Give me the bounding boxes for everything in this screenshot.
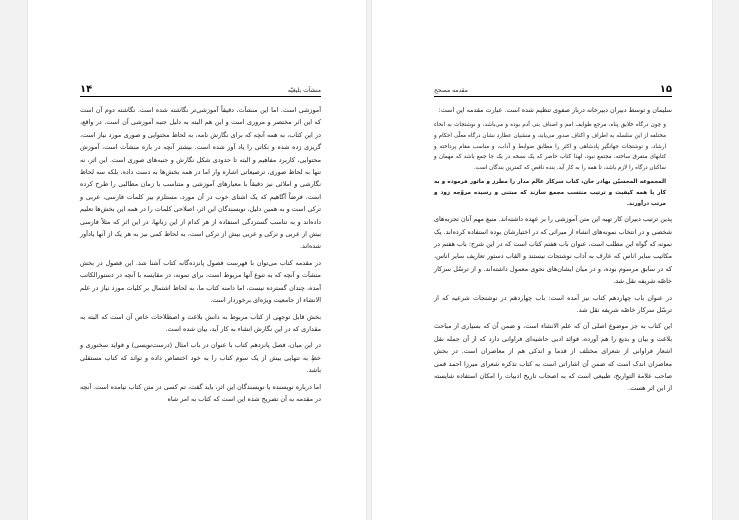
right-running-title: مقدمه مصحح <box>434 87 468 94</box>
right-page-body <box>434 104 672 399</box>
left-page-number: ۱۴ <box>80 84 93 95</box>
left-paragraph: در مقدمه کتاب می‌توان با فهرست فصول پانزده‌گانه کتاب آشنا شد. این فصول در بخش منشآت و آنچه که به تنوع آنها مربوط است، برای نمونه، در مقایسه با آنچه در دستورالکاتب آمده، چندان گسترده نیست، اما دامنه کتاب ما، به لحاظ اشتمال بر کلیات مورد نیاز در علم الانشاء از جامعیت ویژه‌ای برخوردار است. <box>80 258 321 305</box>
quotation-block: و چون درگاه خلایق پناه، مرجع طوایف امم و اصناف بنی آدم بوده و می‌باشد، و نوشتجات به انحاء مختلفه از این سلسله به اطراف و اکناف صدور می‌یابد، و منشیان عطاردِ نشان درگاه معلّی احکام و ارشاد، و نوشتجات جهانگیرِ پادشاهی و اکثر را مطابق ضوابط و آداب، و مناسب مقام پرداخته و کتابهای متفرق ساخته، مجتمع نبود، لهذا کتاب حاضر که یک نسخه در یک جا جمع باشد که مهمان و ساکنان درگاه را لازم باشد، تا همه را به کار آید. بنده ناقص که کمترین بندگان است. <box>434 122 666 171</box>
left-paragraph: در این میان، فصل پانزدهم کتاب با عنوان در باب امثال (درست‌نویسی) و فواید سخنوری و خطِ به تنهایی بیش از یک سوم کتاب را به خود اختصاص داده و تواند که کتاب مستقلی باشد. <box>80 341 321 375</box>
left-page-header <box>80 82 321 97</box>
left-paragraph: اما درباره نویسنده یا نویسندگان این اثر، باید گفت، تم کسی در متن کتاب نیامده است. آنچه در مقدمه به آن تصریح شده این است که کتاب به امر شاه <box>80 382 321 403</box>
right-page <box>372 0 712 520</box>
left-page-body <box>80 104 321 409</box>
right-paragraph: سلیمان و توسط دبیران دبیرخانه دربار صفوی تنظیم شده است. عبارت مقدمه این است: <box>438 106 672 114</box>
right-paragraph: در عنوان باب چهاردهم کتاب نیز آمده است: باب چهاردهم در نوشتجات شرعیه که از ترسّل سرکار خاصّه شریفه نقل شد. <box>434 293 672 314</box>
right-page-header <box>434 82 672 97</box>
left-running-title: منشآت بلیغیّه <box>287 87 321 94</box>
right-paragraph: این کتاب به جز موضوع اصلی آن که علم الانشاء است، و ضمن آن که بسیاری از مباحث بلاغت و بیان و بدیع را هم آورده، فوائد ادبی حاشیه‌ای فراوانی دارد که از آن جمله نقل اشعار فراوانی از شعرای مختلف از قدما و اندکی هم از معاصران است. در بخش معاصران اندک است که ضمن آن اشاراتی است به کتاب تذکره شعرای میرزا احمد قمی صاحب علامة التواریخ، طبیعی است که به اصحاب تاریخ ادبیات را امکان استفاده شایسته از این اثر هست. <box>434 322 672 393</box>
left-paragraph: آموزشی است. اما این منشآت، دقیقاً آموزشی‌تر نگاشته شده است. نگاشته دوم آن است که این اثر مختصر و مروری است و این هم البته به دلیل جنبه آموزشی آن است. در واقع، در این کتاب، به همه آنچه که برای نگارش نامه، به لحاظ محتوایی و صوری مورد نیاز است، گریزی زده شده و نکاتی را یاد آور شده است. بیشتر آنچه در باره منشآت است، آموزش محتوایی، کاربرد مفاهیم و البته تا حدودی شکل نگارش و جنبه‌های صوری است. این اثر، نه تنها به لحاظ صوری، ترصیعاتی اشاره وار اما در همه بخش‌ها به دست داده، بلکه سه لحاظ نگارشی و املائی نیز دقیقاً با معیارهای آموزشی و متناسب با زمان مطالبی را طرح کرده است. فرضاً آگاهیم که یک اشتای خوب در آن مورد، مستلزم بیر کلمات فارسی، عربی و ترکی است و به همین دلیل، نویسندگان این اثر، اصلاحی کلمات را در همه این بخش‌ها تعلیم داده‌اند و به تناسب گستردگی استفاده از هر کدام از این زبانها، در این اثر که مثلاً فارسی بیش از عربی و ترکی و عربی بیش از ترکی است، به لحاظ کمی نیز به هر یک از آنها یادآور شده‌اند. <box>80 106 321 251</box>
left-paragraph: بخش قابل توجهی از کتاب مربوط به دانش بلاغت و اصطلاحات خاص آن است که البته به مقداری که در این نگارش انشاء به کار آید، بیان شده است. <box>80 312 321 333</box>
left-page <box>28 0 366 520</box>
right-paragraph: پدین ترتیب دبیران کار تهیه این متن آموزشی را بر عهده داشته‌اند. منبع مهم آنان تجربه‌های شخصی و در انتخاب نمونه‌های انشاء از میراثی که در اختیارشان بوده استفاده کرده‌اند. یک نمونه که گواه این مطلب است، عنوان باب هفتم کتاب است که در این شرح: باب هفتم در مکاتیب سایر اناس که عارف به آداب نوشتجات نیستند و القاب دستور تعاریف سایر اناس، که در سابق مرسوم بوده، و در میان ایشان‌های نحوی معمول داشته‌اند. و از ترسّل سرکار خاصّه شریفه نقل شد. <box>434 215 672 286</box>
right-page-number: ۱۵ <box>659 84 672 95</box>
quotation-block-bold: المجموعه المحسیّن بهادر خان، کتاب سرکار عالم مدار را مطرز و ماثور فرموده و به کار با همه کیفیت و ترتیب منتسب مجمع سازند که مبتنی و رسیده مروّجه زود و مرتب درآورند. <box>434 179 666 207</box>
